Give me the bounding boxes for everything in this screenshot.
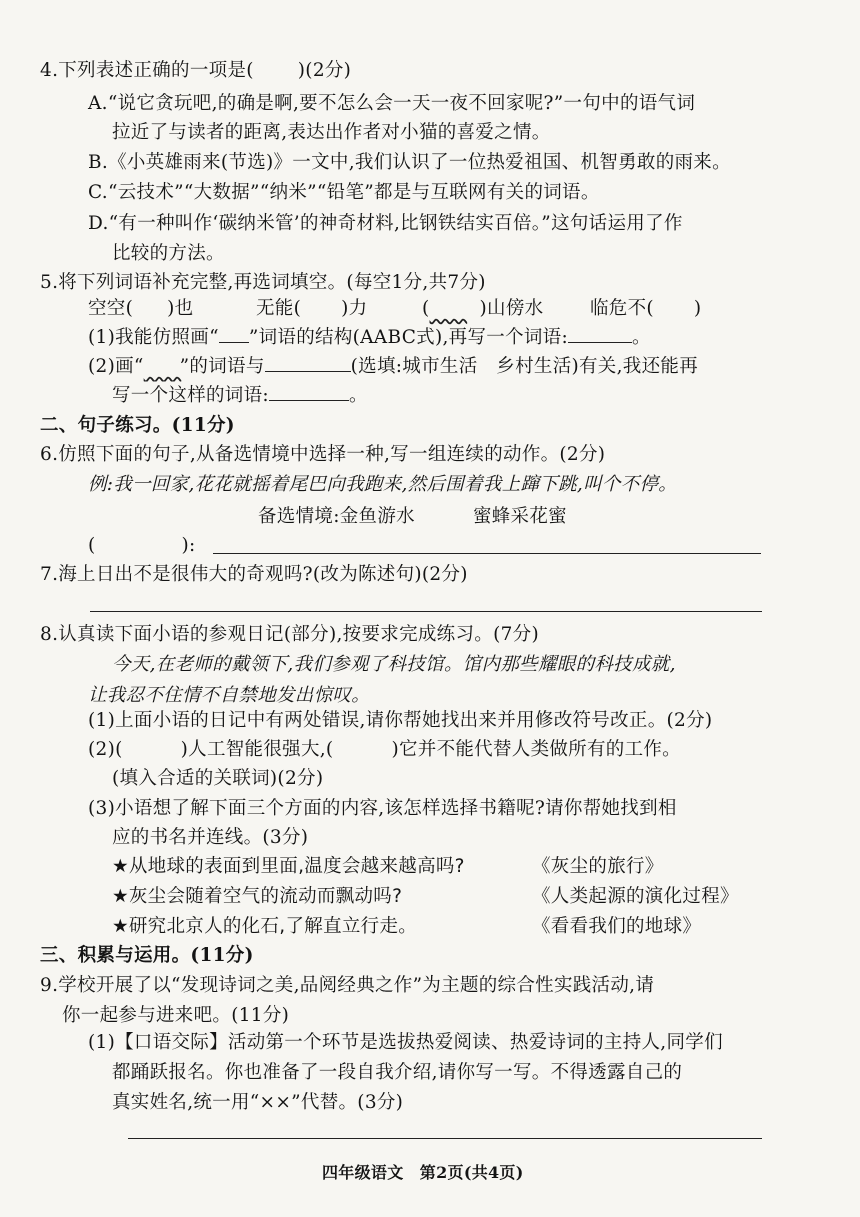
q9-part-1-line2: 都踊跃报名。你也准备了一段自我介绍,请你写一写。不得透露自己的: [112, 1062, 683, 1083]
q5-stem: 5.将下列词语补充完整,再选词填空。(每空1分,共7分): [40, 272, 486, 293]
q8-part-1: (1)上面小语的日记中有两处错误,请你帮她找出来并用修改符号改正。(2分): [88, 710, 713, 731]
q8-match-book-3: 《看看我们的地球》: [532, 916, 702, 937]
q9-part-1-line3: 真实姓名,统一用“××”代替。(3分): [112, 1092, 404, 1113]
q4-option-d-line2: 比较的方法。: [112, 243, 225, 264]
q8-part-2: (2)( )人工智能很强大,( )它并不能代替人类做所有的工作。: [88, 739, 681, 760]
q8-part-3-line1: (3)小语想了解下面三个方面的内容,该怎样选择书籍呢?请你帮她找到相: [88, 798, 677, 819]
q5-sub-1: (1)我能仿照画“ ”词语的结构(AABC式),再写一个词语: 。: [88, 324, 651, 351]
q8-match-book-1: 《灰尘的旅行》: [532, 856, 664, 877]
q8-part-3-line2: 应的书名并连线。(3分): [112, 827, 309, 848]
q4-option-c: C.“云技术”“大数据”“纳米”“铅笔”都是与互联网有关的词语。: [88, 182, 600, 203]
q7-stem: 7.海上日出不是很伟大的奇观吗?(改为陈述句)(2分): [40, 564, 468, 585]
q8-stem: 8.认真读下面小语的参观日记(部分),按要求完成练习。(7分): [40, 624, 539, 645]
q4-option-a-line1: A.“说它贪玩吧,的确是啊,要不怎么会一天一夜不回家呢?”一句中的语气词: [88, 93, 696, 114]
q5-word-3: ( )山傍水: [422, 298, 544, 319]
q8-match-book-2: 《人类起源的演化过程》: [532, 886, 739, 907]
q4-option-d-line1: D.“有一种叫作‘碳纳米管’的神奇材料,比钢铁结实百倍。”这句话运用了作: [88, 213, 683, 234]
q9-stem-line2: 你一起参与进来吧。(11分): [62, 1005, 290, 1026]
page-footer: 四年级语文 第2页(共4页): [322, 1163, 524, 1182]
q5-word-4: 临危不( ): [590, 298, 702, 319]
q5-word-2: 无能( )力: [256, 298, 368, 319]
q6-answer-label: ( ):: [88, 535, 196, 556]
q8-diary-line1: 今天,在老师的戴领下,我们参观了科技馆。馆内那些耀眼的科技成就,: [112, 654, 676, 675]
q6-options: 备选情境:金鱼游水 蜜蜂采花蜜: [258, 506, 567, 527]
q5-word-1: 空空( )也: [88, 298, 194, 319]
section-2-title: 二、句子练习。(11分): [40, 415, 235, 436]
q8-match-question-3: ★研究北京人的化石,了解直立行走。: [112, 916, 418, 937]
q9-answer-line[interactable]: [128, 1138, 762, 1139]
q6-answer-line[interactable]: [213, 553, 761, 554]
q4-option-a-line2: 拉近了与读者的距离,表达出作者对小猫的喜爱之情。: [112, 122, 551, 143]
q9-stem-line1: 9.学校开展了以“发现诗词之美,品阅经典之作”为主题的综合性实践活动,请: [40, 975, 655, 996]
q6-stem: 6.仿照下面的句子,从备选情境中选择一种,写一组连续的动作。(2分): [40, 444, 606, 465]
q9-part-1-line1: (1)【口语交际】活动第一个环节是选拔热爱阅读、热爱诗词的主持人,同学们: [88, 1032, 723, 1053]
q8-diary-line2: 让我忍不住情不自禁地发出惊叹。: [88, 685, 371, 706]
q4-stem: 4.下列表述正确的一项是( )(2分): [40, 60, 352, 81]
q8-match-question-1: ★从地球的表面到里面,温度会越来越高吗?: [112, 856, 465, 877]
q5-sub-2-line2: 写一个这样的词语: 。: [112, 382, 368, 409]
q7-answer-line[interactable]: [90, 611, 762, 612]
section-3-title: 三、积累与运用。(11分): [40, 945, 254, 966]
q6-example: 例:我一回家,花花就摇着尾巴向我跑来,然后围着我上蹿下跳,叫个不停。: [88, 474, 678, 495]
q8-match-question-2: ★灰尘会随着空气的流动而飘动吗?: [112, 886, 403, 907]
q4-option-b: B.《小英雄雨来(节选)》一文中,我们认识了一位热爱祖国、机智勇敢的雨来。: [88, 152, 731, 173]
q8-part-2-hint: (填入合适的关联词)(2分): [112, 768, 324, 789]
q5-sub-2: (2)画“ ”的词语与 (选填:城市生活 乡村生活)有关,我还能再: [88, 353, 698, 380]
